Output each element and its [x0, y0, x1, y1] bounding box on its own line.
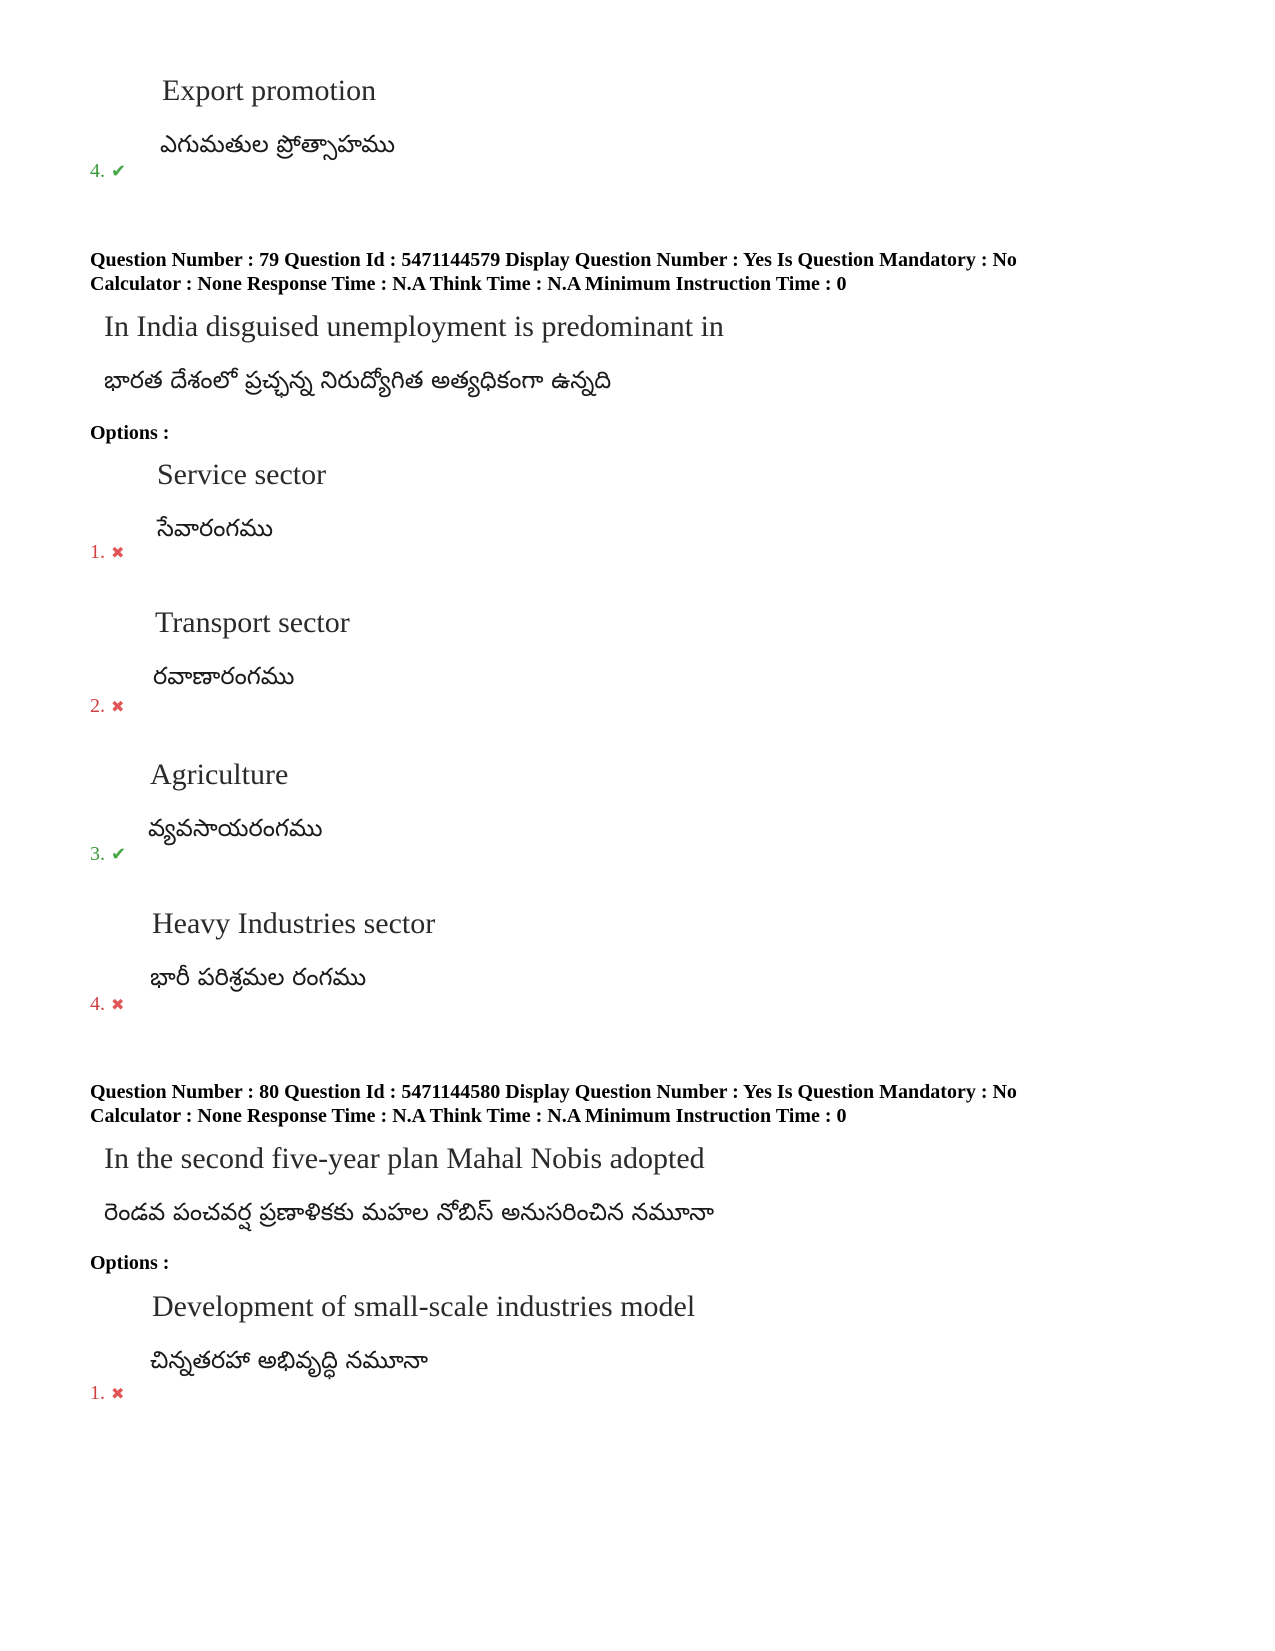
- question-meta-line2: Calculator : None Response Time : N.A Think Time : N.A Minimum Instruction Time : 0: [90, 1105, 847, 1127]
- option-number: [90, 695, 124, 718]
- cross-icon: ✖: [111, 697, 125, 716]
- question-text-english: In the second five-year plan Mahal Nobis adopted: [104, 1142, 705, 1175]
- cross-icon: ✖: [111, 543, 125, 562]
- question-meta-line1: Question Number : 80 Question Id : 5471144580 Display Question Number : Yes Is Question Mandatory : No: [90, 1081, 1017, 1103]
- option-telugu: చిన్నతరహా అభివృద్ధి నమూనా: [150, 1346, 429, 1374]
- option-number: [90, 541, 124, 564]
- check-icon: ✔: [111, 844, 127, 865]
- option-english: Transport sector: [155, 606, 350, 639]
- option-english: Export promotion: [162, 74, 377, 107]
- options-label: Options :: [90, 422, 170, 444]
- option-number: [90, 160, 126, 183]
- question-meta-line1: Question Number : 79 Question Id : 5471144579 Display Question Number : Yes Is Question Mandatory : No: [90, 249, 1017, 271]
- option-english: Development of small-scale industries model: [152, 1290, 696, 1323]
- option-telugu: భారీ పరిశ్రమల రంగము: [150, 963, 367, 991]
- check-icon: ✔: [111, 161, 127, 182]
- option-number: [90, 843, 126, 866]
- question-text-english: In India disguised unemployment is predominant in: [104, 310, 724, 343]
- option-number-text: 4.: [90, 993, 105, 1015]
- cross-icon: ✖: [111, 995, 125, 1014]
- option-number-text: 2.: [90, 695, 105, 717]
- option-telugu: రవాణారంగము: [153, 662, 295, 690]
- options-label: Options :: [90, 1252, 170, 1274]
- option-telugu: సేవారంగము: [157, 514, 274, 542]
- option-number-text: 3.: [90, 843, 105, 865]
- question-text-telugu: భారత దేశంలో ప్రచ్ఛన్న నిరుద్యోగిత అత్యధికంగా ఉన్నది: [104, 366, 612, 394]
- question-text-telugu: రెండవ పంచవర్ష ప్రణాళికకు మహల నోబిస్ అనుసరించిన నమూనా: [104, 1198, 715, 1226]
- option-number: [90, 1382, 124, 1405]
- option-number: [90, 993, 124, 1016]
- cross-icon: ✖: [111, 1384, 125, 1403]
- option-telugu: ఎగుమతుల ప్రోత్సాహము: [160, 130, 396, 158]
- option-number-text: 1.: [90, 541, 105, 563]
- question-meta-line2: Calculator : None Response Time : N.A Think Time : N.A Minimum Instruction Time : 0: [90, 273, 847, 295]
- option-telugu: వ్యవసాయరంగము: [148, 814, 323, 842]
- option-english: Service sector: [157, 458, 327, 491]
- question-meta: [90, 248, 1017, 296]
- option-english: Heavy Industries sector: [152, 907, 436, 940]
- option-number-text: 4.: [90, 160, 105, 182]
- question-meta: [90, 1080, 1017, 1128]
- option-number-text: 1.: [90, 1382, 105, 1404]
- option-english: Agriculture: [150, 758, 289, 791]
